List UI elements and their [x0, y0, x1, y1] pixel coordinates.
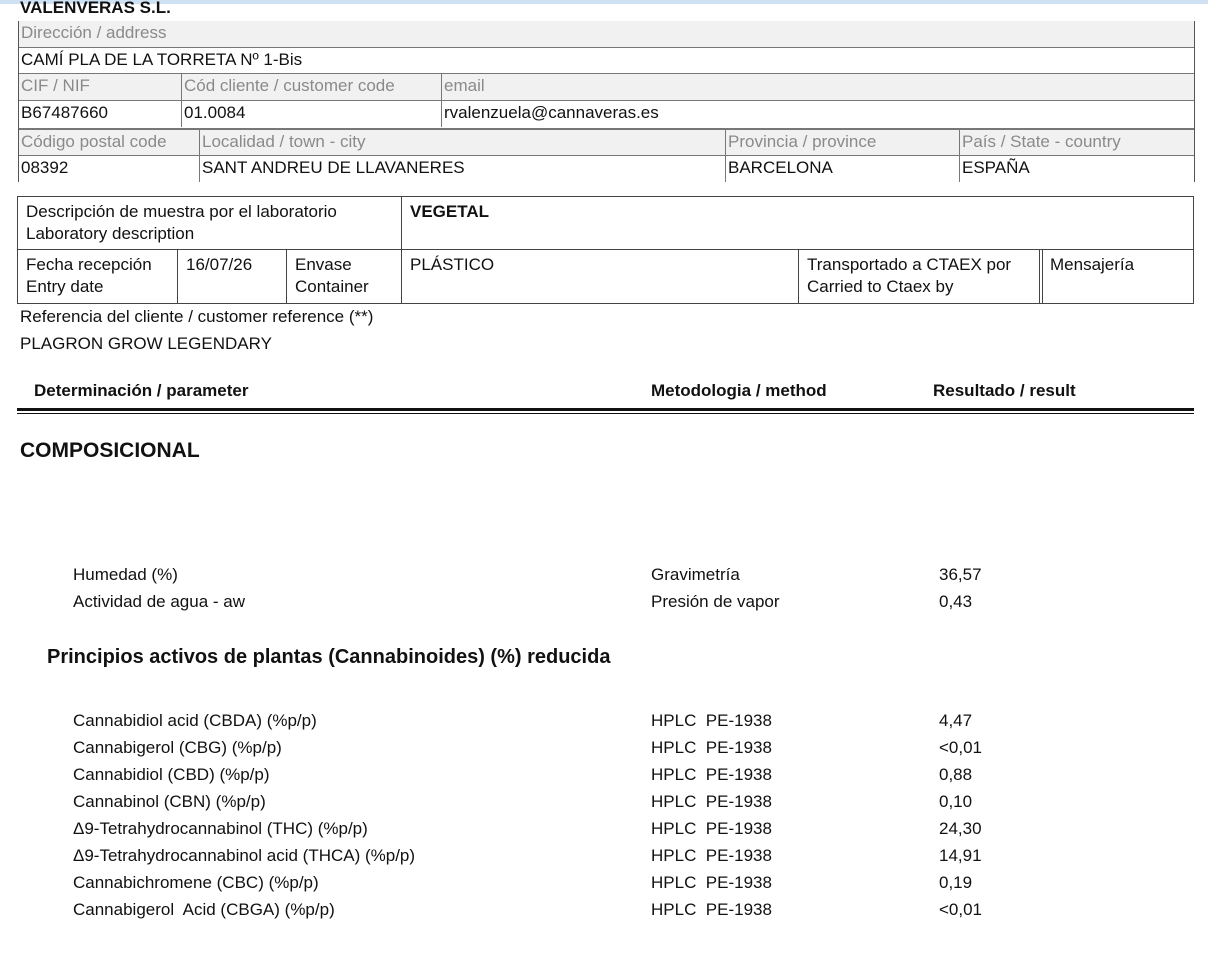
container-value: PLÁSTICO: [410, 255, 495, 274]
email-value: rvalenzuela@cannaveras.es: [441, 101, 1194, 127]
lab-description-label-es: Descripción de muestra por el laboratorio: [26, 202, 337, 221]
subsection-title: Principios activos de plantas (Cannabinoides) (%) reducida: [47, 646, 611, 668]
method-cell: HPLC PE-1938: [651, 819, 772, 838]
customer-code-value: 01.0084: [181, 101, 441, 127]
customer-code-label: Cód cliente / customer code: [181, 74, 441, 100]
top-border: [0, 0, 1208, 4]
container-label-es: Envase: [295, 255, 352, 274]
parameter-cell: Δ9-Tetrahydrocannabinol acid (THCA) (%p/p): [73, 846, 416, 865]
result-cell: 36,57: [939, 565, 982, 584]
parameter-cell: Δ9-Tetrahydrocannabinol (THC) (%p/p): [73, 819, 368, 838]
parameter-cell: Humedad (%): [73, 565, 178, 584]
parameter-cell: Cannabigerol Acid (CBGA) (%p/p): [73, 900, 335, 919]
carried-by-label-es: Transportado a CTAEX por: [807, 255, 1012, 274]
result-cell: 4,47: [939, 711, 973, 730]
result-cell: <0,01: [939, 738, 983, 757]
carried-by-label-en: Carried to Ctaex by: [807, 277, 954, 296]
sample-info-table: [17, 196, 1194, 304]
method-cell: HPLC PE-1938: [651, 711, 772, 730]
cif-value: B67487660: [19, 101, 181, 127]
lab-description-label: [18, 199, 401, 247]
method-cell: HPLC PE-1938: [651, 792, 772, 811]
parameter-cell: Actividad de agua - aw: [73, 592, 245, 611]
container-label: [287, 252, 377, 300]
method-cell: HPLC PE-1938: [651, 738, 772, 757]
container-label-en: Container: [295, 277, 369, 296]
entry-date-label-es: Fecha recepción: [26, 255, 152, 274]
result-cell: 0,43: [939, 592, 973, 611]
entry-date-label-en: Entry date: [26, 277, 104, 296]
address-label: Dirección / address: [19, 21, 1194, 47]
result-column-header: Resultado / result: [933, 381, 1076, 400]
parameter-cell: Cannabidiol acid (CBDA) (%p/p): [73, 711, 317, 730]
town-label: Localidad / town - city: [199, 130, 725, 156]
lab-description-value: VEGETAL: [410, 202, 490, 221]
parameter-cell: Cannabigerol (CBG) (%p/p): [73, 738, 282, 757]
method-cell: HPLC PE-1938: [651, 900, 772, 919]
method-cell: HPLC PE-1938: [651, 873, 772, 892]
country-value: ESPAÑA: [959, 156, 1194, 182]
header-divider: [17, 408, 1194, 415]
customer-reference-value: PLAGRON GROW LEGENDARY: [20, 334, 272, 353]
result-cell: 0,19: [939, 873, 973, 892]
section-title: COMPOSICIONAL: [20, 439, 200, 462]
entry-date-value: 16/07/26: [186, 255, 253, 274]
cif-label: CIF / NIF: [19, 74, 181, 100]
customer-reference-label: Referencia del cliente / customer reference (**): [20, 307, 374, 326]
email-label: email: [441, 74, 1194, 100]
town-value: SANT ANDREU DE LLAVANERES: [199, 156, 725, 182]
company-name: VALENVERAS S.L.: [20, 0, 171, 17]
method-cell: HPLC PE-1938: [651, 846, 772, 865]
result-cell: 24,30: [939, 819, 982, 838]
postal-code-label: Código postal code: [19, 130, 199, 156]
method-cell: Presión de vapor: [651, 592, 780, 611]
result-cell: 0,88: [939, 765, 973, 784]
address-value: CAMÍ PLA DE LA TORRETA Nº 1-Bis: [19, 48, 1194, 74]
carried-by-label: [799, 252, 1011, 300]
result-cell: 14,91: [939, 846, 982, 865]
parameter-cell: Cannabinol (CBN) (%p/p): [73, 792, 266, 811]
result-cell: 0,10: [939, 792, 973, 811]
method-cell: HPLC PE-1938: [651, 765, 772, 784]
method-column-header: Metodologia / method: [651, 381, 827, 400]
parameter-column-header: Determinación / parameter: [34, 381, 249, 400]
province-label: Provincia / province: [725, 130, 959, 156]
postal-code-value: 08392: [19, 156, 199, 182]
parameter-cell: Cannabidiol (CBD) (%p/p): [73, 765, 270, 784]
lab-description-label-en: Laboratory description: [26, 224, 195, 243]
client-info-table: [18, 21, 1195, 182]
result-cell: <0,01: [939, 900, 983, 919]
entry-date-label: [18, 252, 177, 300]
carried-by-value: Mensajería: [1050, 255, 1135, 274]
method-cell: Gravimetría: [651, 565, 740, 584]
parameter-cell: Cannabichromene (CBC) (%p/p): [73, 873, 319, 892]
country-label: País / State - country: [959, 130, 1194, 156]
province-value: BARCELONA: [725, 156, 959, 182]
